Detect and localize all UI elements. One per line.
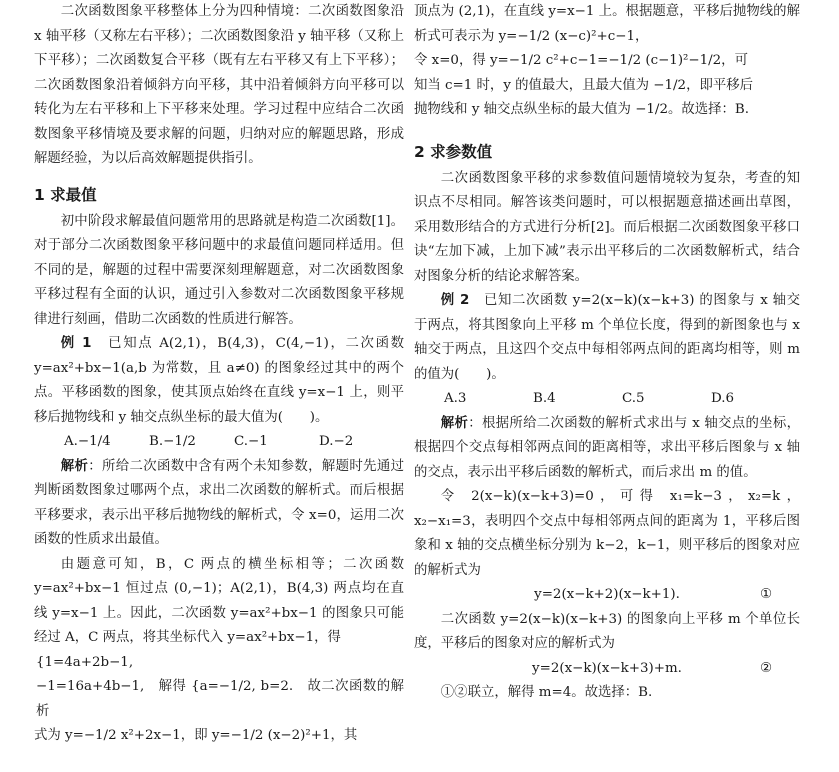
choice-a: A.3 xyxy=(444,391,467,406)
choice-d: D.6 xyxy=(711,391,735,406)
solution-2-conclusion: ①②联立，解得 m=4。故选择：B. xyxy=(440,685,653,700)
solution-1-continued-2: 令 x=0，得 y=−1/2 c²+c−1=−1/2 (c−1)²−1/2，可 xyxy=(414,53,748,68)
equation-2-body: y=2(x−k)(x−k+3)+m. xyxy=(532,660,682,676)
choice-b: B.4 xyxy=(533,391,556,406)
solution-1-continued-3: 知当 c=1 时，y 的值最大，且最大值为 −1/2，即平移后 xyxy=(414,77,754,93)
example-2 xyxy=(414,289,800,387)
equation-system: {1=4a+2b−1, −1=16a+4b−1, 解得 {a=−1/2, b=2. 故二次函数的解析 xyxy=(36,654,404,719)
solution-1-text: ：所给二次函数中含有两个未知参数，解题时先通过判断函数图象过哪两个点，求出二次函数的解析式。而后根据平移要求，表示出平移后抛物线的解析式，令 x=0，运用二次函数的性质求出最值。 xyxy=(34,458,404,547)
choice-c: C.−1 xyxy=(234,434,268,449)
example-2-text: 已知二次函数 y=2(x−k)(x−k+3) 的图象与 x 轴交于两点，将其图象向上平移 m 个单位长度，得到的新图象也与 x 轴交于两点，且这四个交点中每相邻两点间的距离均相等，则 m 的值为( )。 xyxy=(414,293,801,382)
choice-d: D.−2 xyxy=(319,434,354,449)
section-2-paragraph: 二次函数图象平移的求参数值问题情境较为复杂，考查的知识点不尽相同。解答该类问题时，可以根据题意描述画出草图，采用数形结合的方式进行分析[2]。而后根据二次函数图象平移口诀“左加下减，上加下减”表示出平移后的二次函数解析式，结合对图象分析的结论求解答案。 xyxy=(414,170,800,284)
solution-1-intro xyxy=(34,455,404,553)
section-1-title: 1 求最值 xyxy=(34,185,97,204)
solution-1-result: 式为 y=−1/2 x²+2x−1，即 y=−1/2 (x−2)²+1，其 xyxy=(34,728,358,743)
solution-1-continued-1: 顶点为 (2,1)，在直线 y=x−1 上。根据题意，平移后抛物线的解析式可表示为 y=−1/2 (x−c)²+c−1， xyxy=(414,4,800,44)
example-2-choices xyxy=(414,387,800,412)
choice-c: C.5 xyxy=(622,391,645,406)
section-1-paragraph: 初中阶段求解最值问题常用的思路就是构造二次函数[1]。对于部分二次函数图象平移问题中的求最值问题同样适用。但不同的是，解题的过程中需要深刻理解题意，对二次函数图象平移过程有全面的认识，通过引入参数对二次函数图象平移规律进行刻画，借助二次函数的性质进行解答。 xyxy=(34,213,404,327)
solution-2-intro xyxy=(414,412,800,486)
spacer xyxy=(414,123,800,137)
solution-label: 解析 xyxy=(440,415,469,431)
intro-paragraph: 二次函数图象平移整体上分为四种情境：二次函数图象沿 x 轴平移（又称左右平移）；二次函数图象沿 y 轴平移（又称上下平移）；二次函数复合平移（既有左右平移又有上下平移）；二次函数图象沿着倾斜方向平移，其中沿着倾斜方向平移可以转化为左右平移和上下平移来处理。学习过程中应结合二次函数图象平移情境及要求解的问题，归纳对应的解题思路，形成解题经验，为以后高效解题提供指引。 xyxy=(34,4,404,166)
right-column xyxy=(414,0,800,706)
choice-a: A.−1/4 xyxy=(64,434,111,449)
equation-1-number: ① xyxy=(759,587,772,602)
spacer xyxy=(34,172,404,180)
equation-1 xyxy=(414,583,800,608)
solution-2-text: ：根据所给二次函数的解析式求出与 x 轴交点的坐标，根据四个交点每相邻两点间的距离相等，求出平移后图象与 x 轴的交点，表示出平移后函数的解析式，而后求出 m 的值。 xyxy=(414,415,800,480)
example-1-text: 已知点 A(2,1)，B(4,3)，C(4,−1)，二次函数 y=ax²+bx−1(a,b 为常数，且 a≠0) 的图象经过其中的两个点。平移函数的图象，使其顶点始终在直线 y=x−1 上，则平移后抛物线和 y 轴交点纵坐标的最大值为( )。 xyxy=(34,336,405,425)
example-1-label: 例 1 xyxy=(60,336,92,351)
example-1-choices xyxy=(34,430,404,455)
choice-b: B.−1/2 xyxy=(149,434,196,449)
example-1 xyxy=(34,332,404,430)
solution-2-paragraph-2: 二次函数 y=2(x−k)(x−k+3) 的图象向上平移 m 个单位长度，平移后的图象对应的解析式为 xyxy=(414,611,800,651)
equation-1-body: y=2(x−k+2)(x−k+1). xyxy=(534,587,680,602)
solution-label: 解析 xyxy=(60,458,89,474)
left-column xyxy=(34,0,404,749)
equation-2 xyxy=(414,657,800,682)
solution-1-continued-4: 抛物线和 y 轴交点纵坐标的最大值为 −1/2。故选择：B. xyxy=(414,102,750,117)
equation-2-number: ② xyxy=(759,660,772,676)
example-2-label: 例 2 xyxy=(440,293,470,308)
solution-1-paragraph: 由题意可知，B，C 两点的横坐标相等；二次函数 y=ax²+bx−1 恒过点 (0,−1)；A(2,1)，B(4,3) 两点均在直线 y=x−1 上。因此，二次函数 y=ax²+bx−1 的图象只可能经过 A，C 两点，将其坐标代入 y=ax²+bx−1，得 xyxy=(34,556,404,645)
section-2-title: 2 求参数值 xyxy=(414,142,493,161)
solution-2-paragraph: 令 2(x−k)(x−k+3)=0，可得 x₁=k−3，x₂=k，x₂−x₁=3，表明四个交点中每相邻两点间的距离为 1，平移后图象和 x 轴的交点横坐标分别为 k−2，k−1，则平移后的图象对应的解析式为 xyxy=(414,489,800,578)
